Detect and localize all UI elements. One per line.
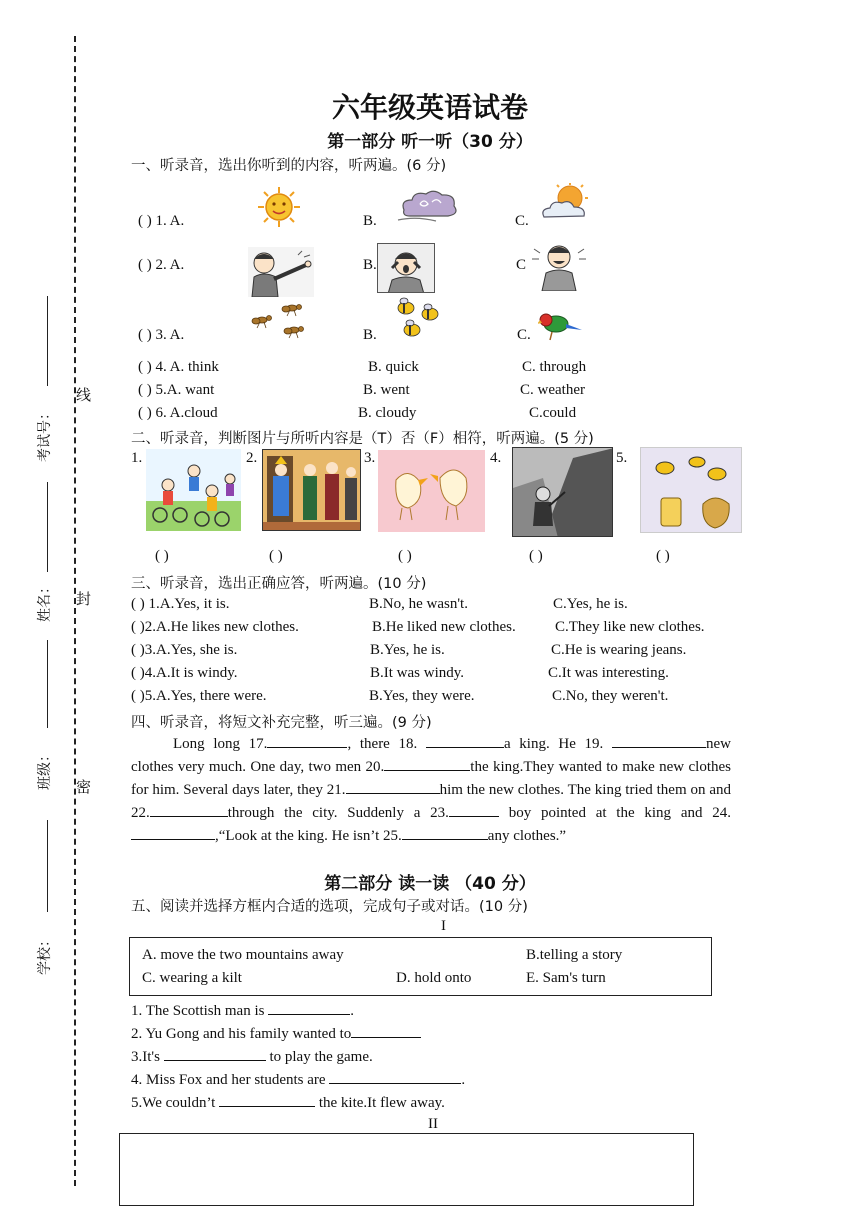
blank-25[interactable] xyxy=(402,826,488,840)
q1-b-label: B. xyxy=(363,213,377,229)
q2-number: ( ) 2. A. xyxy=(138,257,185,273)
sun-cloud-icon xyxy=(540,183,590,228)
s3-q4-b: B.It was windy. xyxy=(370,665,465,681)
sun-icon xyxy=(254,186,304,233)
cloze-passage: Long long 17. , there 18. a king. He 19. new clothes very much. One day, two men 20. the king.They wanted to make new clothes for him. Several days later, they 21. him the new clothes. The king tried them on and 22. through the city. Suddenly a 23. boy pointed at the king and 24.,“Look at the king. He isn’t 25. any clothes.” xyxy=(131,736,732,844)
q3-b-label: B. xyxy=(363,327,377,343)
pic5-number: 5. xyxy=(616,450,628,466)
blank-24[interactable] xyxy=(131,826,215,840)
section-roman-2: II xyxy=(428,1116,438,1132)
seal-char-seal: 封 xyxy=(76,590,92,608)
q3-number: ( ) 3. A. xyxy=(138,327,185,343)
binding-dashed-line xyxy=(74,36,76,1186)
seal-char-line: 线 xyxy=(76,386,92,404)
q1-c-label: C. xyxy=(515,213,529,229)
boy-shouting-icon xyxy=(377,243,435,293)
option-a: A. move the two mountains away xyxy=(142,947,344,963)
q5-number: ( ) 5.A. want xyxy=(138,382,215,398)
section-roman-1: I xyxy=(441,918,446,934)
class-label: 班级： xyxy=(37,748,53,790)
s5-q1: 1. The Scottish man is . xyxy=(131,1003,354,1019)
option-c: C. wearing a kilt xyxy=(142,970,242,986)
s5-q3: 3.It's to play the game. xyxy=(131,1049,373,1065)
q2-c-label: C xyxy=(516,257,527,273)
s5-q5-blank[interactable] xyxy=(219,1093,315,1107)
parrot-icon xyxy=(538,310,584,347)
name-label: 姓名： xyxy=(37,580,53,622)
q6-number: ( ) 6. A.cloud xyxy=(138,405,218,421)
pic1-number: 1. xyxy=(131,450,143,466)
school-label: 学校： xyxy=(37,933,53,975)
s5-q2: 2. Yu Gong and his family wanted to xyxy=(131,1024,421,1043)
options-box-2 xyxy=(119,1133,694,1206)
boy-laughing-icon xyxy=(528,241,590,291)
pic2-answer[interactable]: ( ) xyxy=(269,548,283,564)
s5-q2-blank[interactable] xyxy=(351,1024,421,1038)
birds-picture xyxy=(378,450,485,532)
s3-q3-b: B.Yes, he is. xyxy=(370,642,445,658)
blank-21[interactable] xyxy=(346,780,440,794)
blank-19[interactable] xyxy=(612,734,706,748)
s3-q5-b: B.Yes, they were. xyxy=(369,688,475,704)
blank-18[interactable] xyxy=(426,734,504,748)
sec1-title: 一、听录音，选出你听到的内容，听两遍。(6 分) xyxy=(131,158,447,174)
seal-char-secret: 密 xyxy=(76,778,92,796)
q5-c: C. weather xyxy=(520,382,585,398)
blank-20[interactable] xyxy=(384,757,470,771)
king-picture xyxy=(262,449,361,531)
s3-q2-c: C.They like new clothes. xyxy=(555,619,705,635)
option-e: E. Sam's turn xyxy=(526,970,606,986)
ants-icon xyxy=(248,298,314,345)
q6-c: C.could xyxy=(529,405,577,421)
options-box xyxy=(129,937,712,996)
q4-c: C. through xyxy=(522,359,587,375)
bees-honey-picture xyxy=(640,447,742,533)
s3-q1-c: C.Yes, he is. xyxy=(553,596,628,612)
bees-icon xyxy=(392,296,444,347)
yugong-picture xyxy=(512,447,613,537)
q5-b: B. went xyxy=(363,382,410,398)
s3-q4-c: C.It was interesting. xyxy=(548,665,669,681)
boy-pointing-icon xyxy=(248,247,314,297)
sec4-title: 四、听录音，将短文补充完整，听三遍。(9 分) xyxy=(131,715,432,731)
blank-17[interactable] xyxy=(267,734,347,748)
q4-b: B. quick xyxy=(368,359,419,375)
school-underline xyxy=(47,820,48,912)
s3-q3-a: ( )3.A.Yes, she is. xyxy=(131,642,238,658)
s3-q1-a: ( ) 1.A.Yes, it is. xyxy=(131,596,230,612)
option-b: B.telling a story xyxy=(526,947,623,963)
name-underline xyxy=(47,482,48,572)
pic5-answer[interactable]: ( ) xyxy=(656,548,670,564)
blank-22[interactable] xyxy=(150,803,228,817)
s5-q4: 4. Miss Fox and her students are . xyxy=(131,1072,466,1088)
option-d: D. hold onto xyxy=(396,970,472,986)
s3-q1-b: B.No, he wasn't. xyxy=(369,596,468,612)
sec5-title: 五、阅读并选择方框内合适的选项，完成句子或对话。(10 分) xyxy=(131,899,528,915)
windy-cloud-icon xyxy=(396,188,464,229)
pic3-number: 3. xyxy=(364,450,376,466)
page-title: 六年级英语试卷 xyxy=(331,91,528,124)
pic4-answer[interactable]: ( ) xyxy=(529,548,543,564)
s3-q5-a: ( )5.A.Yes, there were. xyxy=(131,688,267,704)
q6-b: B. cloudy xyxy=(358,405,417,421)
pic4-number: 4. xyxy=(490,450,502,466)
exam-no-label: 考试号： xyxy=(37,406,53,462)
s3-q5-c: C.No, they weren't. xyxy=(552,688,669,704)
exam-no-underline xyxy=(47,296,48,386)
pic1-answer[interactable]: ( ) xyxy=(155,548,169,564)
part2-heading: 第二部分 读一读 （40 分） xyxy=(324,874,536,894)
sec3-title: 三、听录音，选出正确应答，听两遍。(10 分) xyxy=(131,576,427,592)
s3-q4-a: ( )4.A.It is windy. xyxy=(131,665,238,681)
class-underline xyxy=(47,640,48,728)
pic3-answer[interactable]: ( ) xyxy=(398,548,412,564)
sec2-title: 二、听录音，判断图片与所听内容是（T）否（F）相符，听两遍。(5 分) xyxy=(131,431,594,447)
s3-q2-a: ( )2.A.He likes new clothes. xyxy=(131,619,299,635)
s5-q4-blank[interactable] xyxy=(329,1070,461,1084)
part1-heading: 第一部分 听一听（30 分） xyxy=(327,132,533,152)
q1-number: ( ) 1. A. xyxy=(138,213,185,229)
q2-b-label: B. xyxy=(363,257,377,273)
pic2-number: 2. xyxy=(246,450,258,466)
s5-q5: 5.We couldn’t the kite.It flew away. xyxy=(131,1095,445,1111)
q3-c-label: C. xyxy=(517,327,531,343)
q4-number: ( ) 4. A. think xyxy=(138,359,219,375)
blank-23[interactable] xyxy=(449,803,499,817)
s3-q2-b: B.He liked new clothes. xyxy=(372,619,516,635)
s5-q3-blank[interactable] xyxy=(164,1047,266,1061)
kids-cycling-picture xyxy=(146,449,241,531)
s3-q3-c: C.He is wearing jeans. xyxy=(551,642,687,658)
s5-q1-blank[interactable] xyxy=(268,1001,350,1015)
